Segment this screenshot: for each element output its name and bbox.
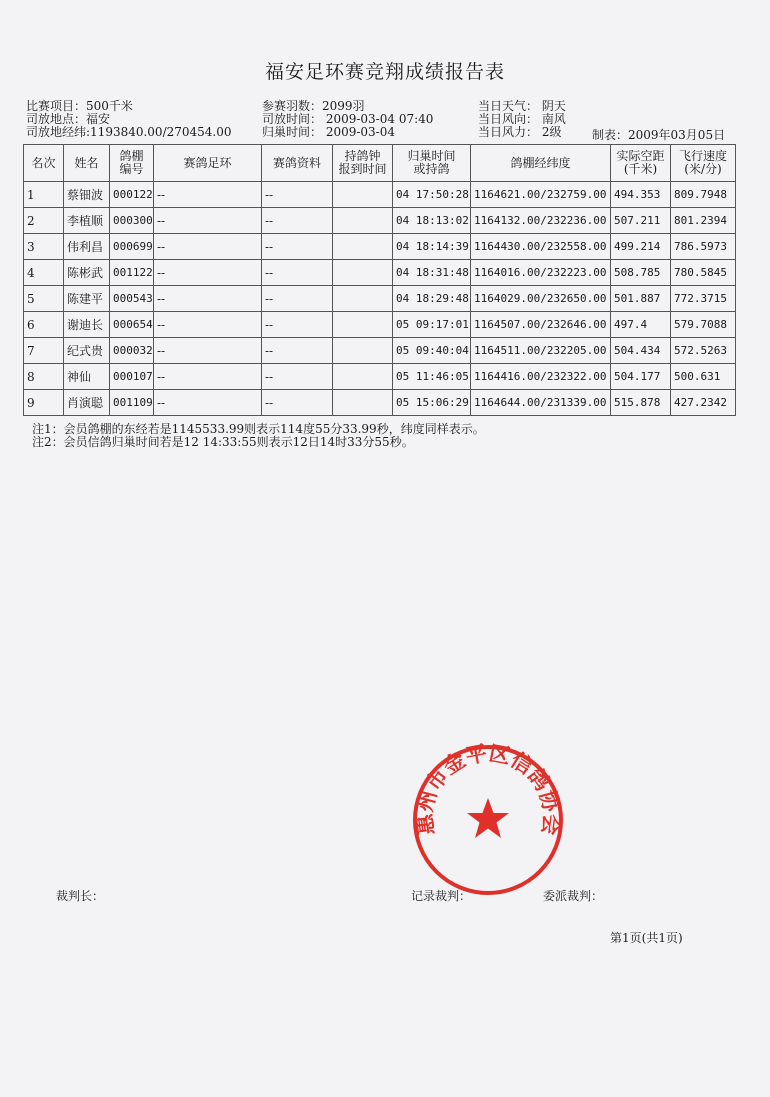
cell-info: -- [262, 338, 333, 364]
cell-return: 04 18:29:48 [393, 286, 471, 312]
cell-clock [333, 234, 393, 260]
wind-direction-field: 当日风向： 南风 [478, 112, 566, 126]
table-row [24, 364, 736, 390]
event-field: 比赛项目：500千米 [26, 99, 133, 113]
cell-coords: 1164132.00/232236.00 [471, 208, 611, 234]
cell-coords: 1164511.00/232205.00 [471, 338, 611, 364]
assigned-judge-label: 委派裁判： [543, 889, 604, 903]
table-row [24, 208, 736, 234]
release-time-field: 司放时间： 2009-03-04 07:40 [262, 112, 434, 126]
cell-info: -- [262, 208, 333, 234]
cell-name: 蔡钿波 [64, 182, 110, 208]
cell-speed: 572.5263 [671, 338, 736, 364]
cell-speed: 780.5845 [671, 260, 736, 286]
cell-info: -- [262, 390, 333, 416]
info-column-right [478, 100, 566, 139]
cell-speed: 801.2394 [671, 208, 736, 234]
cell-return: 04 18:13:02 [393, 208, 471, 234]
page-number: 第1页(共1页) [610, 931, 683, 945]
cell-loft: 000032 [110, 338, 154, 364]
cell-name: 伟利昌 [64, 234, 110, 260]
cell-speed: 579.7088 [671, 312, 736, 338]
made-on-date: 制表：2009年03月05日 [592, 128, 726, 142]
cell-speed: 427.2342 [671, 390, 736, 416]
cell-loft: 000107 [110, 364, 154, 390]
cell-name: 纪式贵 [64, 338, 110, 364]
cell-ring: -- [154, 260, 262, 286]
table-row [24, 182, 736, 208]
cell-loft: 000654 [110, 312, 154, 338]
cell-dist: 494.353 [611, 182, 671, 208]
cell-clock [333, 390, 393, 416]
cell-speed: 500.631 [671, 364, 736, 390]
cell-coords: 1164016.00/232223.00 [471, 260, 611, 286]
notes [32, 423, 485, 449]
cell-clock [333, 182, 393, 208]
cell-info: -- [262, 312, 333, 338]
cell-name: 陈建平 [64, 286, 110, 312]
cell-speed: 809.7948 [671, 182, 736, 208]
cell-ring: -- [154, 208, 262, 234]
cell-ring: -- [154, 182, 262, 208]
cell-dist: 499.214 [611, 234, 671, 260]
cell-loft: 000300 [110, 208, 154, 234]
cell-clock [333, 338, 393, 364]
cell-coords: 1164029.00/232650.00 [471, 286, 611, 312]
cell-return: 04 18:14:39 [393, 234, 471, 260]
cell-rank: 3 [24, 234, 64, 260]
cell-rank: 8 [24, 364, 64, 390]
cell-ring: -- [154, 312, 262, 338]
info-column-middle [262, 100, 433, 139]
cell-return: 04 18:31:48 [393, 260, 471, 286]
table-row [24, 338, 736, 364]
cell-return: 05 09:17:01 [393, 312, 471, 338]
cell-dist: 497.4 [611, 312, 671, 338]
cell-loft: 000543 [110, 286, 154, 312]
seal-text: 惠州市金平区信鸽协会 [412, 742, 564, 837]
cell-dist: 504.434 [611, 338, 671, 364]
page-title: 福安足环赛竞翔成绩报告表 [264, 61, 505, 83]
cell-ring: -- [154, 390, 262, 416]
cell-dist: 515.878 [611, 390, 671, 416]
return-date-field: 归巢时间： 2009-03-04 [262, 125, 396, 139]
star-icon [467, 798, 509, 838]
cell-coords: 1164644.00/231339.00 [471, 390, 611, 416]
table-body [24, 182, 736, 416]
cell-ring: -- [154, 286, 262, 312]
entries-field: 参赛羽数：2099羽 [262, 99, 365, 113]
results-table [23, 144, 736, 416]
cell-dist: 501.887 [611, 286, 671, 312]
cell-coords: 1164416.00/232322.00 [471, 364, 611, 390]
association-seal [410, 742, 566, 898]
column-header: 名次 [24, 145, 64, 182]
cell-speed: 772.3715 [671, 286, 736, 312]
table-header-row [24, 145, 736, 182]
cell-clock [333, 364, 393, 390]
wind-force-field: 当日风力： 2级 [478, 125, 562, 139]
cell-info: -- [262, 182, 333, 208]
cell-rank: 1 [24, 182, 64, 208]
cell-dist: 508.785 [611, 260, 671, 286]
table-row [24, 390, 736, 416]
table-row [24, 312, 736, 338]
cell-name: 李植顺 [64, 208, 110, 234]
cell-return: 05 09:40:04 [393, 338, 471, 364]
table-row [24, 260, 736, 286]
cell-rank: 9 [24, 390, 64, 416]
cell-clock [333, 260, 393, 286]
cell-loft: 001122 [110, 260, 154, 286]
cell-clock [333, 286, 393, 312]
cell-clock [333, 312, 393, 338]
cell-return: 05 11:46:05 [393, 364, 471, 390]
cell-info: -- [262, 364, 333, 390]
record-judge-label: 记录裁判： [411, 889, 472, 903]
release-coords-field: 司放地经纬:1193840.00/270454.00 [26, 125, 232, 139]
column-header: 鸽棚经纬度 [471, 145, 611, 182]
cell-name: 陈彬武 [64, 260, 110, 286]
cell-info: -- [262, 234, 333, 260]
cell-ring: -- [154, 364, 262, 390]
cell-dist: 507.211 [611, 208, 671, 234]
column-header: 实际空距 (千米) [611, 145, 671, 182]
table-row [24, 286, 736, 312]
cell-rank: 5 [24, 286, 64, 312]
column-header: 飞行速度 (米/分) [671, 145, 736, 182]
cell-return: 04 17:50:28 [393, 182, 471, 208]
column-header: 赛鸽足环 [154, 145, 262, 182]
cell-info: -- [262, 286, 333, 312]
table-row [24, 234, 736, 260]
release-place-field: 司放地点：福安 [26, 112, 111, 126]
cell-name: 谢迪长 [64, 312, 110, 338]
cell-rank: 2 [24, 208, 64, 234]
cell-rank: 4 [24, 260, 64, 286]
cell-speed: 786.5973 [671, 234, 736, 260]
cell-rank: 7 [24, 338, 64, 364]
cell-rank: 6 [24, 312, 64, 338]
cell-info: -- [262, 260, 333, 286]
column-header: 鸽棚 编号 [110, 145, 154, 182]
note-2: 注2：会员信鸽归巢时间若是12 14:33:55则表示12日14时33分55秒。 [32, 435, 414, 449]
column-header: 赛鸽资料 [262, 145, 333, 182]
chief-judge-label: 裁判长： [56, 889, 105, 903]
cell-loft: 001109 [110, 390, 154, 416]
cell-ring: -- [154, 234, 262, 260]
cell-coords: 1164430.00/232558.00 [471, 234, 611, 260]
cell-ring: -- [154, 338, 262, 364]
cell-name: 神仙 [64, 364, 110, 390]
cell-dist: 504.177 [611, 364, 671, 390]
column-header: 持鸽钟 报到时间 [333, 145, 393, 182]
cell-loft: 000699 [110, 234, 154, 260]
cell-clock [333, 208, 393, 234]
cell-name: 肖演聪 [64, 390, 110, 416]
cell-coords: 1164507.00/232646.00 [471, 312, 611, 338]
column-header: 姓名 [64, 145, 110, 182]
weather-field: 当日天气： 阴天 [478, 99, 566, 113]
column-header: 归巢时间 或持鸽 [393, 145, 471, 182]
cell-return: 05 15:06:29 [393, 390, 471, 416]
cell-coords: 1164621.00/232759.00 [471, 182, 611, 208]
note-1: 注1：会员鸽棚的东经若是1145533.99则表示114度55分33.99秒，纬度同样表示。 [32, 422, 485, 436]
info-column-left [26, 100, 232, 139]
cell-loft: 000122 [110, 182, 154, 208]
